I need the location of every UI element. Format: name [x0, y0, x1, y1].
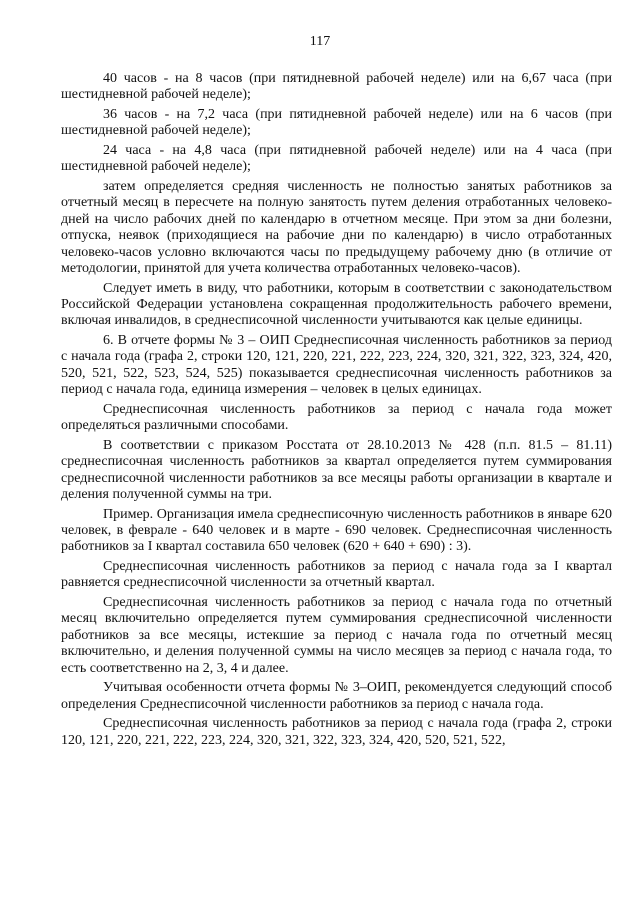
paragraph-item-6: 6. В отчете формы № 3 – ОИП Среднесписочная численность работников за период с начала года (графа 2, строки 120, 121, 220, 221, 222, 223, 224, 320, 321, 322, 323, 324, 420, 520, 521, 522, 523, 524, 525) показывается среднесписочная численность работников за период с начала года, единица измерения – человек в целых единицах. [61, 333, 612, 398]
paragraph-24-hours: 24 часа - на 4,8 часа (при пятидневной рабочей неделе) или на 4 часа (при шестидневной рабочей неделе); [61, 143, 612, 175]
paragraph-reduced-hours-note: Следует иметь в виду, что работники, которым в соответствии с законодательством Российской Федерации установлена сокращенная продолжительность рабочего времени, включая инвалидов, в среднесписочной численности учитываются как целые единицы. [61, 280, 612, 329]
paragraph-first-quarter: Среднесписочная численность работников за период с начала года за I квартал равняется среднесписочной численности за отчетный квартал. [61, 559, 612, 591]
paragraph-36-hours: 36 часов - на 7,2 часа (при пятидневной рабочей неделе) или на 6 часов (при шестидневной рабочей неделе); [61, 107, 612, 139]
paragraph-example: Пример. Организация имела среднесписочную численность работников в январе 620 человек, в феврале - 640 человек и в марте - 690 человек. Среднесписочная численность работников за I квартал составила 650 человек (620 + 640 + 690) : 3). [61, 506, 612, 555]
paragraph-column-2-rows: Среднесписочная численность работников за период с начала года (графа 2, строки 120, 121, 220, 221, 222, 223, 224, 320, 321, 322, 323, 324, 420, 520, 521, 522, [61, 716, 612, 748]
paragraph-recommended-method: Учитывая особенности отчета формы № 3–ОИП, рекомендуется следующий способ определения Среднесписочной численности работников за период с начала года. [61, 680, 612, 712]
paragraph-year-to-date: Среднесписочная численность работников за период с начала года по отчетный месяц включительно определяется путем суммирования среднесписочной численности работников за все месяцы, истекшие за период с начала года по отчетный месяц включительно, и деления полученной суммы на число месяцев за период с начала года, то есть соответственно на 2, 3, 4 и далее. [61, 595, 612, 676]
paragraph-methods: Среднесписочная численность работников за период с начала года может определяться различными способами. [61, 401, 612, 434]
document-body [61, 71, 612, 752]
page-number: 117 [309, 34, 331, 49]
paragraph-40-hours: 40 часов - на 8 часов (при пятидневной рабочей неделе) или на 6,67 часа (при шестидневной рабочей неделе); [61, 71, 612, 103]
paragraph-rosstat-order: В соответствии с приказом Росстата от 28.10.2013 № 428 (п.п. 81.5 – 81.11) среднесписочная численность работников за квартал определяется путем суммирования среднесписочной численности работников за все месяцы работы организации в квартале и деления полученной суммы на три. [61, 437, 612, 503]
paragraph-average-part-time: затем определяется средняя численность не полностью занятых работников за отчетный месяц в пересчете на полную занятость путем деления отработанных человеко-дней на число рабочих дней по календарю в отчетном месяце. При этом за дни болезни, отпуска, неявок (приходящиеся на рабочие дни по календарю) в число отработанных человеко-часов условно включаются часы по предыдущему рабочему дню (в отличие от методологии, принятой для учета количества отработанных человеко-часов). [61, 179, 612, 277]
